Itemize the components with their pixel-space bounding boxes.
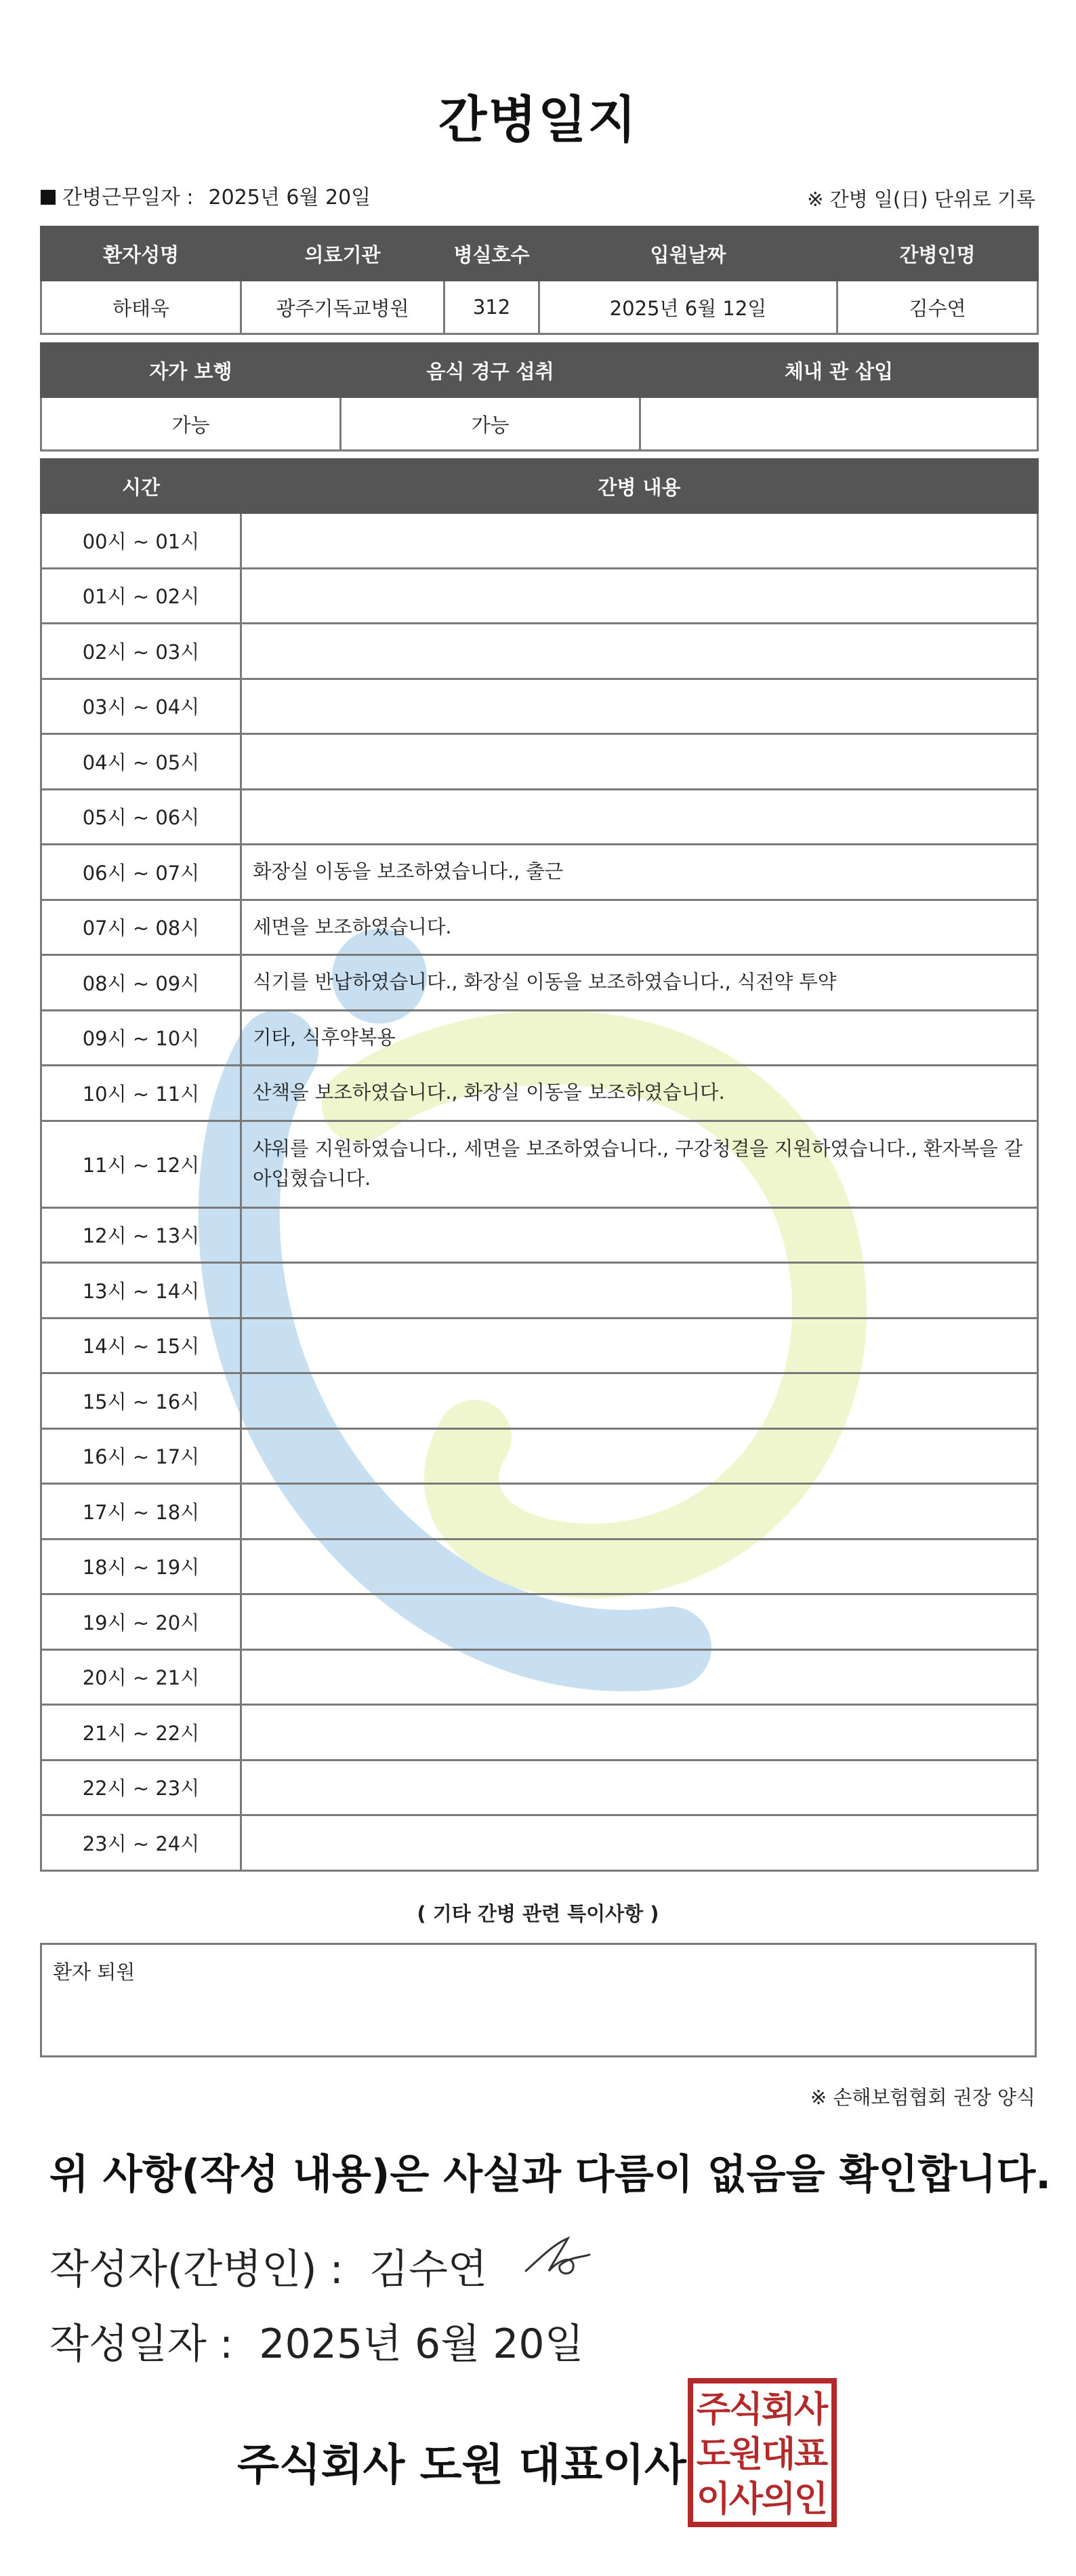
row-content [241,513,1038,569]
company-seal-icon [686,2377,838,2529]
table-row [41,1066,1038,1121]
row-time: 11시 ~ 12시 [41,1121,241,1207]
table-row [41,624,1038,679]
row-time: 22시 ~ 23시 [41,1760,241,1815]
row-time: 10시 ~ 11시 [41,1066,241,1121]
signature-icon [520,2230,595,2285]
row-time: 00시 ~ 01시 [41,513,241,569]
row-time: 21시 ~ 22시 [41,1705,241,1760]
row-content [241,568,1038,624]
row-time: 02시 ~ 03시 [41,624,241,679]
header-room: 병실호수 [444,227,539,281]
table-row [41,1263,1038,1319]
unit-note: ※ 간병 일(日) 단위로 기록 [807,188,1035,211]
room-number: 312 [444,281,539,334]
row-content [241,1539,1038,1594]
row-time: 07시 ~ 08시 [41,900,241,955]
row-content [241,1318,1038,1373]
writer-line [49,2237,487,2295]
row-content [241,734,1038,790]
writer-label: 작성자(간병인) : [49,2246,344,2293]
written-date-line [49,2312,584,2370]
page-title: 간병일지 [438,91,638,149]
row-content [241,1373,1038,1429]
row-content [241,1594,1038,1650]
row-content: 산책을 보조하였습니다., 화장실 이동을 보조하였습니다. [241,1066,1038,1121]
hospital: 광주기독교병원 [241,281,444,334]
row-time: 13시 ~ 14시 [41,1263,241,1319]
row-time: 20시 ~ 21시 [41,1649,241,1705]
table-row [41,1539,1038,1594]
table-row [41,1705,1038,1760]
row-content: 샤워를 지원하였습니다., 세면을 보조하였습니다., 구강청결을 지원하였습니다., 환자복을 갈아입혔습니다. [241,1121,1038,1207]
row-content [241,789,1038,845]
svg-text:원: 원 [728,2434,764,2475]
writer-name: 김수연 [369,2246,487,2293]
row-time: 18시 ~ 19시 [41,1539,241,1594]
remarks-box [40,1943,1037,2057]
table-row [41,1484,1038,1539]
svg-text:인: 인 [793,2479,829,2520]
header-care-content: 간병 내용 [241,460,1038,513]
row-time: 15시 ~ 16시 [41,1373,241,1429]
work-date-value: 2025년 6월 20일 [208,186,371,209]
table-row [41,1318,1038,1373]
care-log-table [40,458,1039,1872]
svg-text:이: 이 [696,2479,731,2520]
table-row [41,1121,1038,1207]
table-row [41,1428,1038,1484]
row-time: 23시 ~ 24시 [41,1815,241,1871]
table-row [41,1760,1038,1815]
svg-text:표: 표 [793,2434,829,2475]
header-caregiver: 간병인명 [837,227,1038,281]
row-time: 17시 ~ 18시 [41,1484,241,1539]
svg-text:대: 대 [761,2434,796,2475]
row-time: 19시 ~ 20시 [41,1594,241,1650]
table-row [41,900,1038,955]
header-oral-intake: 음식 경구 섭취 [341,344,640,397]
written-date-value: 2025년 6월 20일 [259,2320,584,2368]
row-content [241,1207,1038,1263]
row-content [241,1428,1038,1484]
caregiver-name: 김수연 [837,281,1038,334]
table-row [41,1207,1038,1263]
svg-text:식: 식 [728,2390,764,2430]
header-walking: 자가 보행 [41,344,341,397]
table-row [41,1010,1038,1066]
header-hospital: 의료기관 [241,227,444,281]
row-time: 08시 ~ 09시 [41,955,241,1011]
row-content: 기타, 식후약복용 [241,1010,1038,1066]
row-time: 01시 ~ 02시 [41,568,241,624]
patient-name: 하태욱 [41,281,241,334]
remarks-title: ( 기타 간병 관련 특이사항 ) [417,1902,659,1925]
row-time: 03시 ~ 04시 [41,679,241,734]
row-content [241,1484,1038,1539]
table-row [41,845,1038,900]
row-time: 12시 ~ 13시 [41,1207,241,1263]
row-time: 14시 ~ 15시 [41,1318,241,1373]
written-date-label: 작성일자 : [49,2320,234,2368]
row-time: 09시 ~ 10시 [41,1010,241,1066]
row-content: 식기를 반납하였습니다., 화장실 이동을 보조하였습니다., 식전약 투약 [241,955,1038,1011]
form-note: ※ 손해보험협회 권장 양식 [810,2086,1035,2109]
table-row [41,679,1038,734]
svg-text:주: 주 [696,2390,731,2430]
svg-text:사: 사 [728,2479,764,2520]
header-tube: 체내 관 삽입 [640,344,1038,397]
header-patient-name: 환자성명 [41,227,241,281]
walking-status: 가능 [41,397,341,451]
row-time: 04시 ~ 05시 [41,734,241,790]
row-content [241,1705,1038,1760]
company-name: 주식회사 도원 대표이사 [237,2440,686,2491]
row-content [241,624,1038,679]
table-row [41,1815,1038,1871]
row-time: 16시 ~ 17시 [41,1428,241,1484]
admission-date: 2025년 6월 12일 [539,281,837,334]
patient-info-table [40,226,1039,335]
svg-text:사: 사 [793,2390,829,2430]
oral-intake-status: 가능 [341,397,640,451]
svg-text:회: 회 [761,2390,796,2430]
header-time: 시간 [41,460,241,513]
row-time: 06시 ~ 07시 [41,845,241,900]
row-content [241,1760,1038,1815]
table-row [41,734,1038,790]
row-content: 세면을 보조하였습니다. [241,900,1038,955]
care-log-body [41,513,1038,1871]
row-content: 화장실 이동을 보조하였습니다., 출근 [241,845,1038,900]
table-row [41,789,1038,845]
table-row [41,1373,1038,1429]
row-content [241,1815,1038,1871]
patient-status-table [40,342,1039,451]
row-content [241,1263,1038,1319]
row-time: 05시 ~ 06시 [41,789,241,845]
svg-text:도: 도 [696,2434,731,2475]
table-row [41,1649,1038,1705]
table-row [41,568,1038,624]
table-row [41,513,1038,569]
remarks-content: 환자 퇴원 [53,1960,136,1984]
work-date-label: 간병근무일자 : [62,186,194,209]
svg-text:의: 의 [761,2479,796,2520]
tube-status [640,397,1038,451]
header-admission-date: 입원날짜 [539,227,837,281]
row-content [241,1649,1038,1705]
confirmation-statement: 위 사항(작성 내용)은 사실과 다름이 없음을 확인합니다. [49,2151,1052,2198]
table-row [41,1594,1038,1650]
work-date [41,180,371,210]
square-bullet-icon [41,190,56,205]
table-row [41,955,1038,1011]
row-content [241,679,1038,734]
